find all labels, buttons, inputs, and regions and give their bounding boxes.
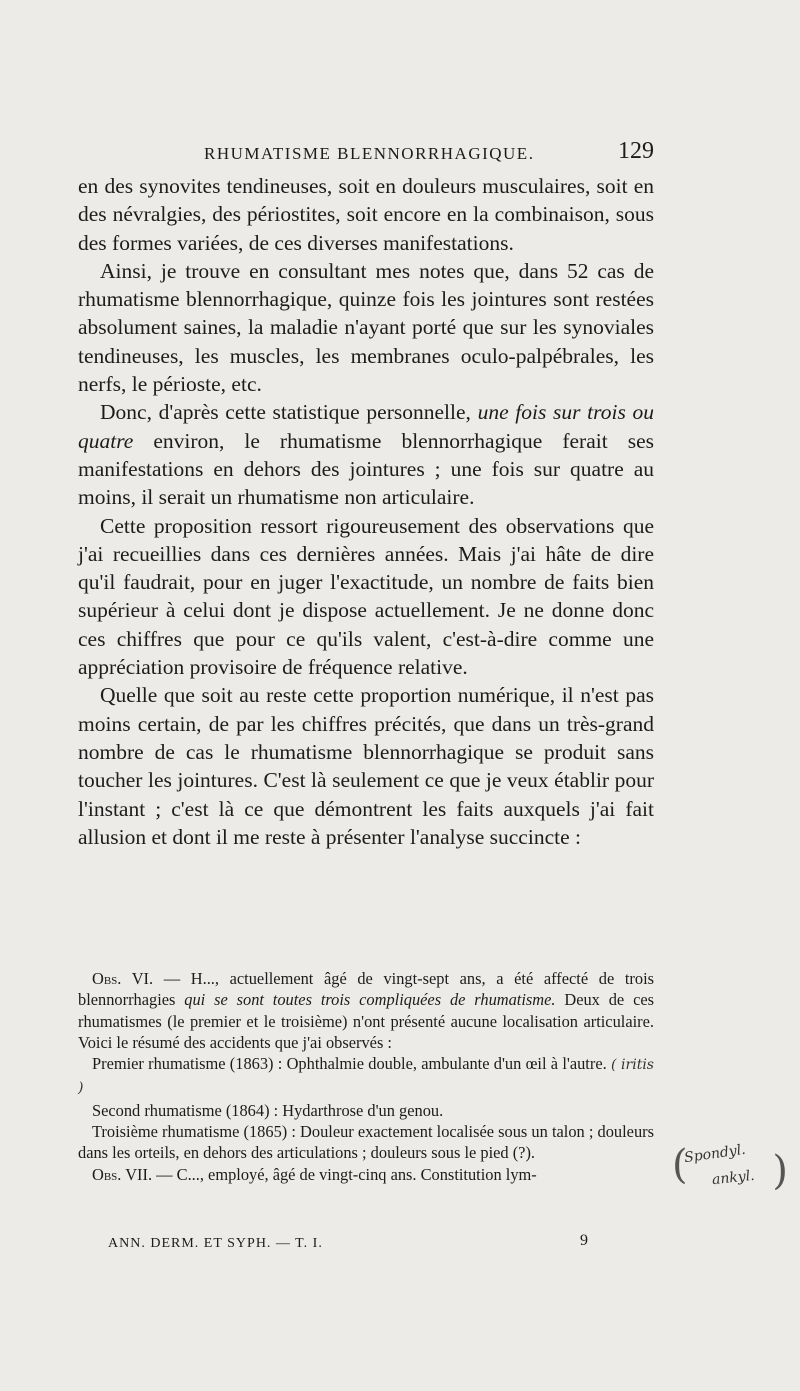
paragraph-1-text: en des synovites tendineuses, soit en douleurs musculaires, soit en des névralgies, des périostites, soit encore en la combinaison, sous des formes variées, de ces diverses manifestations. bbox=[78, 174, 654, 255]
first-rheumatism-text: Premier rhumatisme (1863) : Ophthalmie double, ambulante d'un œil à l'autre. bbox=[92, 1054, 611, 1074]
paragraph-3 bbox=[78, 398, 654, 511]
margin-bracket-right: ) bbox=[772, 1148, 788, 1194]
paragraph-5-text: Quelle que soit au reste cette proportion numérique, il n'est pas moins certain, de par les chiffres précités, que dans un très-grand nombre de cas le rhumatisme blennorrhagique se produit sans toucher les jointures. C'est là seulement ce que je veux établir pour l'instant ; c'est là ce que démontrent les faits auxquels j'ai fait allusion et dont il me reste à présenter l'analyse succincte : bbox=[78, 683, 654, 849]
observation-6 bbox=[78, 968, 654, 1053]
paragraph-4-text: Cette proposition ressort rigoureusement des observations que j'ai recueillies dans ces dernières années. Mais j'ai hâte de dire qu'il faudrait, pour en juger l'exactitude, un nombre de faits bien supérieur à celui dont je dispose actuellement. Je ne donne donc ces chiffres que pour ce qu'ils valent, c'est-à-dire comme une appréciation provisoire de fréquence relative. bbox=[78, 513, 654, 680]
journal-reference: ANN. DERM. ET SYPH. — T. I. bbox=[108, 1236, 323, 1251]
second-rheumatism bbox=[78, 1100, 654, 1121]
paragraph-5 bbox=[78, 681, 654, 851]
page-footer bbox=[108, 1232, 588, 1260]
paragraph-3-text-b: environ, le rhumatisme blennorrhagique ferait ses manifestations en dehors des jointures ; une fois sur quatre au moins, il serait un rhumatisme non articulaire. bbox=[78, 428, 654, 510]
paragraph-1 bbox=[78, 172, 654, 257]
observation-7-text: — C..., employé, âgé de vingt-cinq ans. Constitution lym- bbox=[152, 1164, 537, 1184]
page-number: 129 bbox=[618, 138, 654, 164]
paragraph-2-text: Ainsi, je trouve en consultant mes notes que, dans 52 cas de rhumatisme blennorrhagique, quinze fois les jointures sont restées absolument saines, la maladie n'ayant porté que sur les synoviales tendineuses, les muscles, les membranes oculo-palpébrales, les nerfs, le périoste, etc. bbox=[78, 258, 654, 397]
paragraph-3-text-a: Donc, d'après cette statistique personnelle, bbox=[100, 400, 478, 425]
first-rheumatism bbox=[78, 1053, 654, 1100]
signature-mark: 9 bbox=[580, 1232, 588, 1249]
page-header bbox=[78, 140, 654, 170]
running-title: RHUMATISME BLENNORRHAGIQUE. bbox=[204, 144, 535, 163]
margin-note-line-1: Spondyl. bbox=[683, 1141, 747, 1167]
handwritten-inline-note: ( iritis ) bbox=[78, 1057, 654, 1097]
observation-6-text-a: — H..., actuellement âgé de vingt-sept ans, a été affecté de trois blennorrhagies bbox=[78, 969, 654, 1010]
handwritten-margin-note bbox=[672, 1142, 792, 1202]
margin-note-line-2: ankyl. bbox=[711, 1167, 756, 1189]
observation-6-text-b: Deux de ces rhumatismes (le premier et le troisième) n'ont présenté aucune localisation articulaire. Voici le résumé des accidents que j'ai observés : bbox=[78, 990, 655, 1052]
paragraph-4 bbox=[78, 512, 654, 682]
observation-7-label: Obs. VII. bbox=[92, 1164, 153, 1184]
observation-6-emphasis: qui se sont toutes trois compliquées de rhumatisme. bbox=[184, 990, 556, 1010]
third-rheumatism bbox=[78, 1121, 654, 1164]
paragraph-3-emphasis: une fois sur trois ou quatre bbox=[78, 400, 654, 453]
paragraph-2 bbox=[78, 257, 654, 398]
margin-bracket-left: ( bbox=[672, 1142, 688, 1188]
observation-6-label: Obs. VI. bbox=[92, 969, 154, 988]
second-rheumatism-text: Second rhumatisme (1864) : Hydarthrose d'un genou. bbox=[92, 1100, 444, 1120]
observation-7 bbox=[78, 1164, 654, 1185]
main-text bbox=[78, 172, 654, 851]
observations-section bbox=[78, 968, 654, 1185]
third-rheumatism-text: Troisième rhumatisme (1865) : Douleur exactement localisée sous un talon ; douleurs dans les orteils, en dehors des articulations ; douleurs sous le pied (?). bbox=[78, 1122, 654, 1163]
